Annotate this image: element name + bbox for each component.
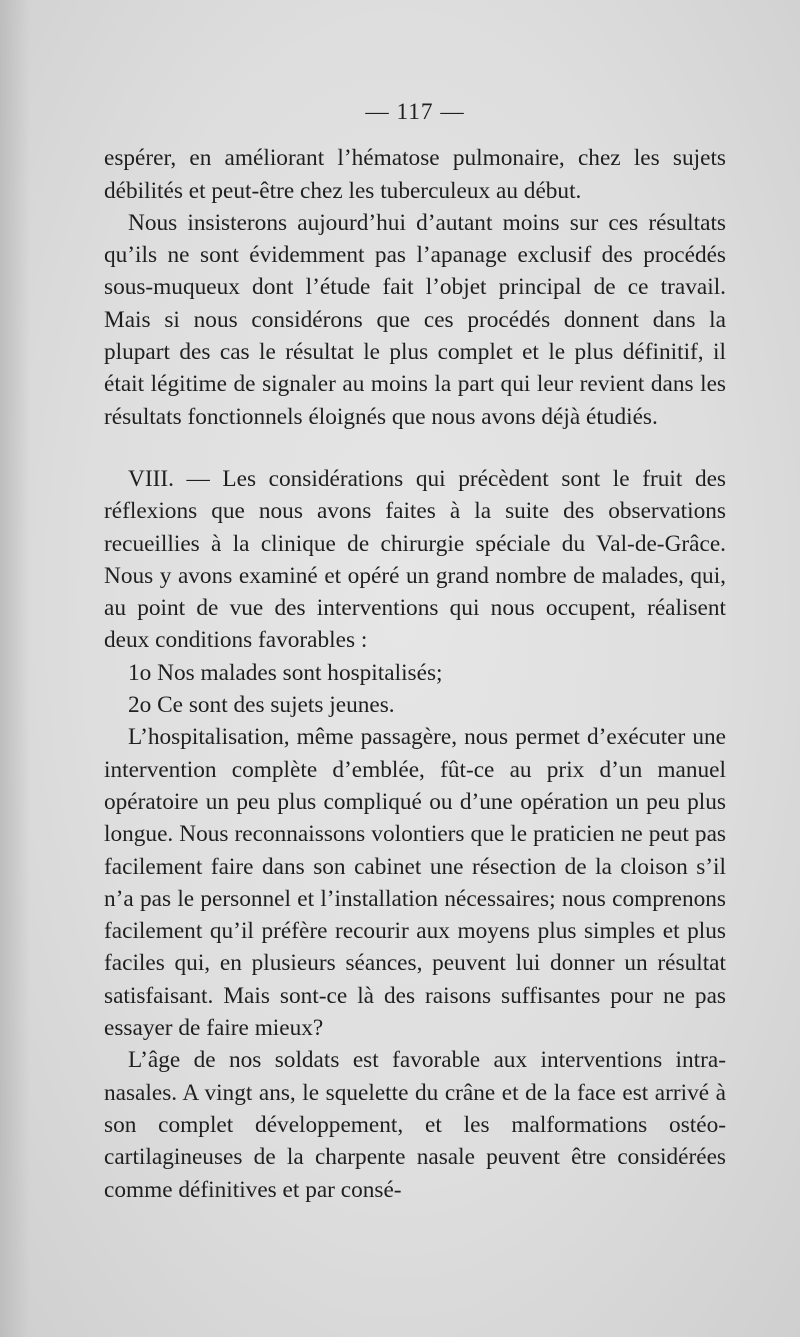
paragraph: espérer, en améliorant l’hématose pulmonaire, chez les sujets débilités et peut-être chez les tuberculeux au début. (104, 145, 726, 204)
paragraph: L’hospitalisation, même passagère, nous permet d’exécuter une intervention complète d’emblée, fût-ce au prix d’un manuel opératoire un peu plus compliqué ou d’une opération un peu plus longue. Nous reconnaissons volontiers que le praticien ne peut pas facilement faire dans son cabinet une résection de la cloison s’il n’a pas le personnel et l’installation nécessaires; nous comprenons facilement qu’il préfère recourir aux moyens plus simples et plus faciles qui, en plusieurs séances, peuvent lui donner un résultat satisfaisant. Mais sont-ce là des raisons suffisantes pour ne pas essayer de faire mieux? (104, 724, 726, 1042)
paragraph: L’âge de nos soldats est favorable aux interventions intra-nasales. A vingt ans, le squelette du crâne et de la face est arrivé à son complet développement, et les malformations ostéo-cartilagineuses de la charpente nasale peuvent être considérées comme définitives et par consé- (104, 1047, 726, 1203)
document-page (104, 96, 726, 1206)
list-item: 2o Ce sont des sujets jeunes. (128, 692, 395, 719)
binding-shadow (0, 0, 30, 1337)
paragraph: Nous insisterons aujourd’hui d’autant moins sur ces résultats qu’ils ne sont évidemment pas l’apanage exclusif des procédés sous-muqueux dont l’étude fait l’objet principal de ce travail. Mais si nous considérons que ces procédés donnent dans la plupart des cas le résultat le plus complet et le plus définitif, il était légitime de signaler au moins la part qui leur revient dans les résultats fonctionnels éloignés que nous avons déjà étudiés. (104, 209, 726, 430)
page-number: — 117 — (365, 99, 465, 125)
paragraph-section-viii: VIII. — Les considérations qui précèdent sont le fruit des réflexions que nous avons faites à la suite des observations recueillies à la clinique de chirurgie spéciale du Val-de-Grâce. Nous y avons examiné et opéré un grand nombre de malades, qui, au point de vue des interventions qui nous occupent, réalisent deux conditions favorables : (104, 465, 726, 654)
list-item: 1o Nos malades sont hospitalisés; (128, 659, 443, 686)
